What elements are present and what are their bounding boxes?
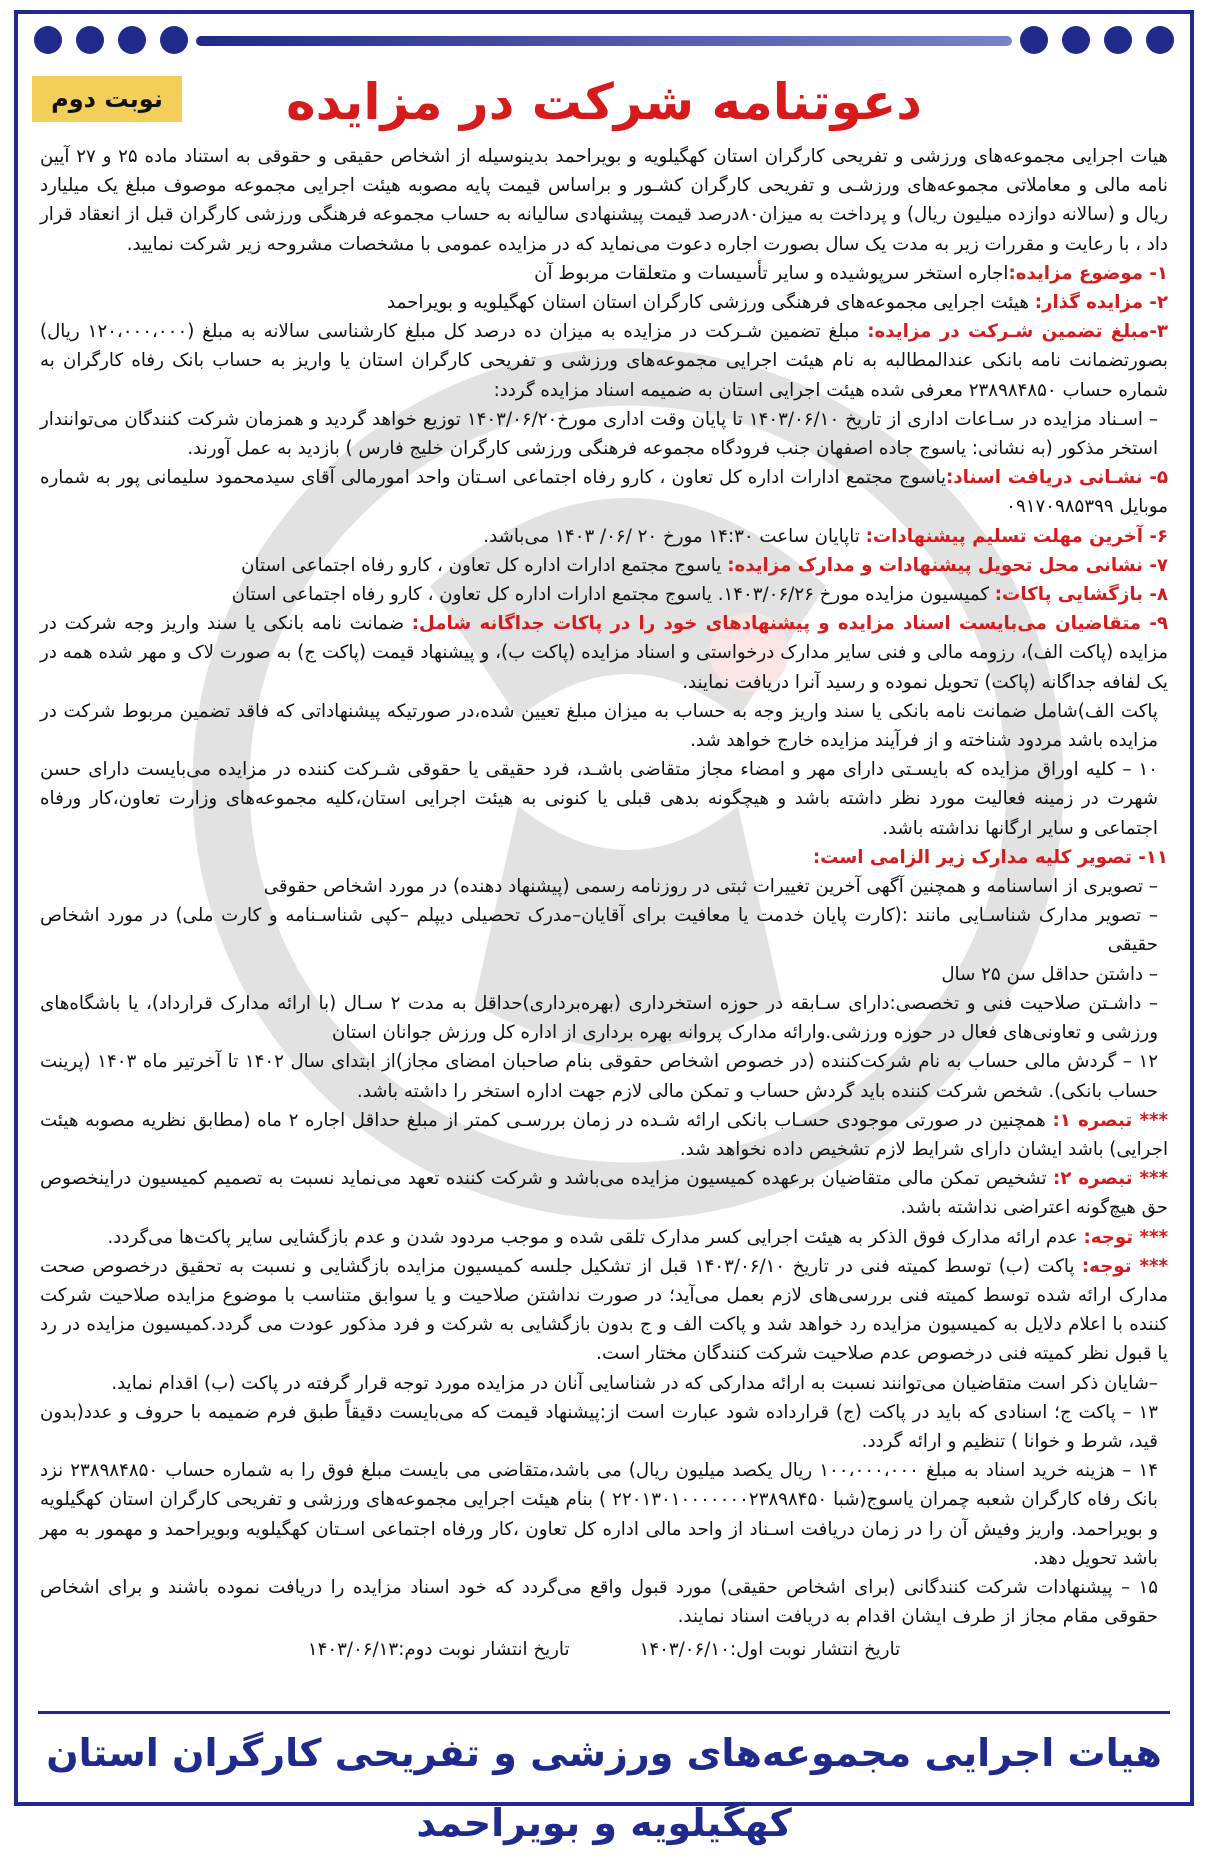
item-9 [40, 609, 1168, 697]
item-5-text: یاسوج مجتمع ادارات اداره کل تعاون ، کارو رفاه اجتماعی اسـتان واحد امورمالی آقای سیدمحمود سلیمانی پور به شماره موبایل ۰۹۱۷۰۹۸۵۳۹۹ [40, 467, 1168, 518]
item-7-heading: ۷- نشانی محل تحویل پیشنهادات و مدارک مزایده: [727, 554, 1168, 576]
item-7-text: یاسوج مجتمع ادارات اداره کل تعاون ، کارو رفاه اجتماعی استان [241, 554, 728, 576]
item-9-text: ضمانت نامه بانکی یا سند واریز وجه شرکت در مزایده (پاکت الف)، رزومه مالی و فنی سایر مدارک درخواستی و اسناد مزایده (پاکت ب)، و پیشنهاد قیمت (پاکت ج) به صورت لاک و مهر شده همه در یک لفافه جداگانه (پاکت) تحویل نموده و رسید آنرا دریافت نمایند. [40, 613, 1168, 693]
item-9-envelope-a: پاکت الف)شامل ضمانت نامه بانکی یا سند واریز وجه به حساب به میزان مبلغ تعیین شده،در صورتیکه پیشنهاداتی که فاقد تضمین مربوط شرکت در مزایده باشد مردود شناخته و از فرآیند مزایده خارج خواهد شد. [40, 700, 1158, 752]
note-5: –شایان ذکر است متقاضیان می‌توانند نسبت به ارائه مدارکی که در شناسایی آنان در مزایده مورد توجه قرار گرفته در پاکت (ب) اقدام نماید. [111, 1372, 1158, 1394]
item-2-heading: ۲- مزایده گذار: [1034, 292, 1168, 314]
item-6-text: تاپایان ساعت ۱۴:۳۰ مورخ ۲۰ /۰۶/ ۱۴۰۳ می‌باشد. [483, 525, 866, 547]
note-3-heading: *** توجه: [1083, 1226, 1168, 1248]
item-7 [40, 551, 1168, 580]
note-1-text: همچنین در صورتی موجودی حسـاب بانکی ارائه شـده در زمان بررسـی کمتر از مبلغ حداقل اجاره ۲ ماه (مطابق نظریه مصوبه هیئت اجرایی) باشد ایشان دارای شرایط لازم تشخیص داده نخواهد شد. [40, 1109, 1168, 1160]
first-publication-date: تاریخ انتشار نوبت اول:۱۴۰۳/۰۶/۱۰ [639, 1639, 901, 1661]
note-3 [40, 1223, 1168, 1252]
note-1-heading: *** تبصره ۱: [1052, 1109, 1168, 1131]
item-1-heading: ۱- موضوع مزایده: [1008, 262, 1168, 284]
decor-dot [76, 26, 104, 54]
item-11-bullet: – داشـتن صلاحیت فنی و تخصصی:دارای سـابقه در حوزه استخرداری (بهره‌برداری)حداقل به مدت ۲ سـال (با ارائه مدارک قرارداد)، یا باشگاه‌های ورزشی و تعاونی‌های فعال در حوزه ورزشی.وارائه مدارک پروانه بهره برداری از اداره کل ورزش جوانان استان [40, 992, 1158, 1044]
item-1 [40, 259, 1168, 288]
item-11-bullet: – داشتن حداقل سن ۲۵ سال [941, 963, 1158, 985]
item-3-heading: ۳-مبلغ تضمین شـرکت در مزایده: [867, 321, 1169, 343]
item-2-text: هیئت اجرایی مجموعه‌های فرهنگی ورزشی کارگران استان استان کهگیلویه و بویراحمد [387, 292, 1035, 314]
note-2 [40, 1164, 1168, 1222]
item-3 [40, 317, 1168, 405]
note-2-text: تشخیص تمکن مالی متقاضیان برعهده کمیسیون مزایده می‌باشد و شرکت کننده تعهد می‌نماید نسبت به تصمیم کمیسیون دراینخصوص حق هیچ‌گونه اعتراضی نداشته باشد. [40, 1168, 1168, 1219]
item-8-text: کمیسیون مزایده مورخ ۱۴۰۳/۰۶/۲۶. یاسوج مجتمع ادارات اداره کل تعاون ، کارو رفاه اجتماعی استان [231, 584, 995, 606]
intro-paragraph: هیات اجرایی مجموعه‌های ورزشی و تفریحی کارگران استان کهگیلویه و بویراحمد بدینوسیله از اشخاص حقیقی و حقوقی به استناد ماده ۲۵ و ۲۷ آیین نامه مالی و معاملاتی مجموعه‌های ورزشـی و تفریحی کارگران کشـور و براساس قیمت پایه مصوبه هیئت اجرایی مجموعه موصوف مبلغ یک میلیارد ریال و (سالانه دوازده میلیون ریال) و پرداخت به میزان۸۰درصد قیمت پیشنهادی سالیانه به حساب مجموعه فرهنگی ورزشی کارگران قبل از انعقاد قرار داد ، با رعایت و مقررات زیر به مدت یک سال بصورت اجاره دعوت می‌نماید که در مزایده عمومی با مشخصات مشروحه زیر شرکت نمایید. [40, 146, 1168, 255]
footer-organization: هیات اجرایی مجموعه‌های ورزشی و تفریحی کارگران استان کهگیلویه و بویراحمد [46, 1731, 1162, 1845]
item-13: ۱۳ – پاکت ج؛ اسنادی که باید در پاکت (ج) قرارداده شود عبارت است از:پیشنهاد قیمت که می‌بایست دقیقاً طبق فرم ضمیمه با حروف و عدد(بدون قید، شرط و خوانا ) تنظیم و ارائه گردد. [40, 1401, 1158, 1452]
decor-dots-right [1020, 26, 1174, 56]
item-5 [40, 463, 1168, 521]
second-publication-date: تاریخ انتشار نوبت دوم:۱۴۰۳/۰۶/۱۳ [307, 1639, 570, 1661]
item-6-heading: ۶- آخرین مهلت تسلیم پیشنهادات: [865, 525, 1168, 547]
decor-dots-left [34, 26, 188, 56]
item-11-heading: ۱۱- تصویر کلیه مدارک زیر الزامی است: [812, 846, 1168, 868]
announcement-page [14, 10, 1194, 1845]
item-1-text: اجاره استخر سرپوشیده و سایر تأسیسات و متعلقات مربوط آن [534, 262, 1009, 284]
item-14: ۱۴ – هزینه خرید اسناد به مبلغ ۱۰۰،۰۰۰،۰۰۰ ریال یکصد میلیون ریال) می باشد،متقاضی می بایست مبلغ فوق را به شماره حساب ۲۳۸۹۸۴۸۵۰ نزد بانک رفاه کارگران شعبه چمران یاسوج(شبا ۲۲۰۱۳۰۱۰۰۰۰۰۰۰۲۳۸۹۸۴۵۰ ) بنام هیئت اجرایی مجموعه‌های ورزشی و تفریحی کارگران استان کهگیلویه و بویراحمد. واریز وفیش آن را در زمان دریافت اسـناد از واحد مالی اداره کل تعاون ،کار ورفاه اجتماعی اسـتان کهگیلویه وبویراحمد و مهمور به مهر باشد تحویل دهد. [40, 1460, 1158, 1569]
note-2-heading: *** تبصره ۲: [1053, 1168, 1168, 1190]
item-11 [40, 843, 1168, 872]
item-11-bullet: – تصویر مدارک شناسـایی مانند :(کارت پایان خدمت یا معافیت برای آقایان–مدرک تحصیلی دیپلم –کپی شناسـنامه و کارت ملی) در مورد اشخاص حقیقی [40, 905, 1158, 956]
item-5-heading: ۵- نشـانی دریافت اسناد: [946, 467, 1168, 489]
item-8-heading: ۸- بازگشایی پاکات: [994, 584, 1168, 606]
decor-dot [34, 26, 62, 54]
note-4-text: پاکت (ب) توسط کمیته فنی در تاریخ ۱۴۰۳/۰۶/۱۰ قبل از تشکیل جلسه کمیسیون مزایده بازگشایی و نسبت به تحقیق درخصوص صحت مدارک ارائه شده توسط کمیته فنی بررسی‌های لازم بعمل می‌آید؛ در صورت نداشتن صلاحیت و یا سوابق متناسب با موضوع مزایده صلاحیت شرکت کننده با اعلام دلایل به کمیسیون مزایده رد خواهد شد و پاکت الف و ج بدون بازگشایی به شرکت و فرد مذکور عودت می گردد.کمیسیون مزایده در رد یا قبول نظر کمیته فنی درخصوص عدم صلاحیت شرکت کنندگان مختار است. [40, 1255, 1168, 1365]
item-12: ۱۲ – گردش مالی حساب به نام شرکت‌کننده (در خصوص اشخاص حقوقی بنام صاحبان امضای مجاز)از ابتدای سال ۱۴۰۲ تا آخرتیر ماه ۱۴۰۳ (پرینت حساب بانکی). شخص شرکت کننده باید گردش حساب و تمکن مالی لازم جهت اداره استخر را داشته باشد. [40, 1051, 1159, 1102]
item-15: ۱۵ – پیشنهادات شرکت کنندگانی (برای اشخاص حقیقی) مورد قبول واقع می‌گردد که خود اسناد مزایده را دریافت نموده باشند و برای اشخاص حقوقی مقام مجاز از طرف ایشان اقدام به دریافت اسناد نمایند. [40, 1576, 1158, 1628]
footer-divider [38, 1711, 1170, 1714]
decor-dot [1104, 26, 1132, 54]
item-3-text: مبلغ تضمین شـرکت در مزایده به میزان ده درصد کل مبلغ کارشناسی سالانه به مبلغ (۱۲۰،۰۰۰،۰۰۰ ریال) بصورتضمانت نامه بانکی عندالمطالبه به نام هیئت اجرایی مجموعه‌های ورزشی و تفریحی کارگران استان یا واریز به حساب بانک رفاه کارگران به شماره حساب ۲۳۸۹۸۴۸۵۰ معرفی شده هیئت اجرایی استان به ضمیمه اسناد مزایده گردد: [40, 321, 1168, 401]
decor-dot [1020, 26, 1048, 54]
note-1 [40, 1106, 1168, 1164]
decor-dot [1146, 26, 1174, 54]
page-title: دعوتنامه شرکت در مزایده [286, 73, 922, 131]
item-10: ۱۰ – کلیه اوراق مزایده که بایسـتی دارای مهر و امضاء مجاز متقاضی باشـد، فرد حقیقی یا حقوقی شـرکت کننده در مزایده می‌بایست دارای حسن شهرت در زمینه فعالیت مورد نظر داشته باشد و هیچگونه بدهی قبلی یا کنونی به هیئت اجرایی استان،کلیه مجموعه‌های وزارت تعاون،کار ورفاه اجتماعی و سایر ارگانها نداشته باشد. [40, 759, 1158, 839]
item-4: – اسـناد مزایده در سـاعات اداری از تاریخ ۱۴۰۳/۰۶/۱۰ تا پایان وقت اداری مورخ۱۴۰۳/۰۶/۲۰ توزیع خواهد گردید و همزمان شرکت کنندگان می‌توانندار استخر مذکور (به نشانی: یاسوج جاده اصفهان جنب فرودگاه مجموعه فرهنگی ورزشی کارگران خلیج فارس ) بازدید به عمل آورند. [40, 408, 1158, 460]
note-4-heading: *** توجه: [1081, 1255, 1168, 1277]
note-3-text: عدم ارائه مدارک فوق الذکر به هیئت اجرایی کسر مدارک تلقی شده و موجب مردود شدن و عدم بازگشایی سایر پاکت‌ها می‌گردد. [107, 1226, 1084, 1248]
item-11-bullet: – تصویری از اساسنامه و همچنین آگهی آخرین تغییرات ثبتی در روزنامه رسمی (پیشنهاد دهنده) در مورد اشخاص حقوقی [263, 876, 1158, 898]
decor-dot [160, 26, 188, 54]
item-9-heading: ۹- متقاضیان می‌بایست اسناد مزایده و پیشنهادهای خود را در پاکات جداگانه شامل: [411, 613, 1168, 635]
item-8 [40, 580, 1168, 609]
note-4 [40, 1252, 1168, 1369]
decor-dot [118, 26, 146, 54]
publication-dates [40, 1635, 1168, 1664]
publication-round-badge: نوبت دوم [32, 76, 182, 122]
item-6 [40, 522, 1168, 551]
decor-top-bar [196, 36, 1012, 46]
decor-dot [1062, 26, 1090, 54]
announcement-body [40, 142, 1168, 1710]
item-2 [40, 288, 1168, 317]
